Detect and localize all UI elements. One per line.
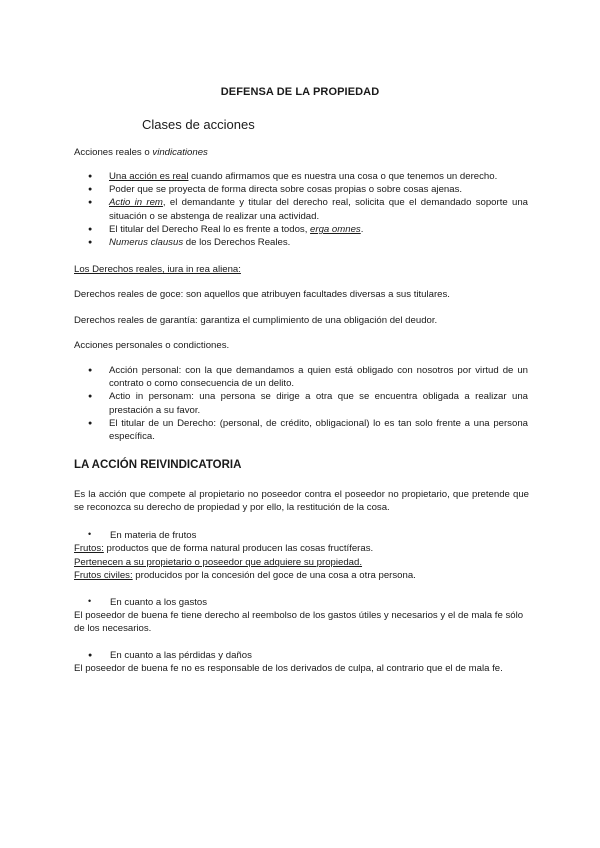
iura-heading: Los Derechos reales, iura in rea aliena:	[74, 264, 241, 275]
bullet-icon: •	[88, 529, 92, 539]
gastos-heading: En cuanto a los gastos	[110, 597, 208, 608]
list-item: ● Actio in personam: una persona se dirige a otra que se encuentra obligada a realizar una prestación a su favor.	[88, 390, 528, 416]
perdidas-heading: En cuanto a las pérdidas y daños	[110, 650, 252, 661]
reales-list	[88, 170, 528, 249]
frutos-line-2: Pertenecen a su propietario o poseedor que adquiere su propiedad.	[74, 557, 363, 568]
list-item: ● Una acción es real cuando afirmamos que es nuestra una cosa o que tenemos un derecho.	[88, 170, 528, 183]
bullet-icon: •	[88, 596, 92, 606]
list-item: ● Acción personal: con la que demandamos a quien está obligado con nosotros por virtud de un contrato o como consecuencia de un delito.	[88, 364, 528, 390]
list-item: ● Actio in rem, el demandante y titular del derecho real, solicita que el demandado soporte una situación o se abstenga de realizar una actividad.	[88, 196, 528, 222]
frutos-heading: En materia de frutos	[110, 530, 197, 541]
perdidas-text: El poseedor de buena fe no es responsable de los derivados de culpa, al contrario que el de mala fe.	[74, 663, 503, 674]
frutos-line-3: Frutos civiles: producidos por la concesión del goce de una cosa a otra persona.	[74, 570, 416, 581]
section-subtitle: Clases de acciones	[142, 117, 255, 132]
page-title: DEFENSA DE LA PROPIEDAD	[220, 86, 380, 98]
list-item: ● Numerus clausus de los Derechos Reales.	[88, 236, 528, 249]
personales-heading: Acciones personales o condictiones.	[74, 340, 230, 351]
personales-list	[88, 364, 528, 443]
reivindicatoria-text: Es la acción que compete al propietario no poseedor contra el poseedor no propietario, que pretende que se reconozca su derecho de propiedad y por ello, la restitución de la cosa.	[74, 489, 529, 514]
list-item: ● El titular de un Derecho: (personal, de crédito, obligacional) lo es tan solo frente a una persona específica.	[88, 417, 528, 443]
bullet-icon: ●	[88, 652, 93, 659]
list-item: ● El titular del Derecho Real lo es frente a todos, erga omnes.	[88, 223, 528, 236]
reales-heading: Acciones reales o vindicationes	[74, 147, 208, 158]
reivindicatoria-heading: LA ACCIÓN REIVINDICATORIA	[74, 459, 242, 471]
goce-text: Derechos reales de goce: son aquellos que atribuyen facultades diversas a sus titulares.	[74, 289, 450, 300]
frutos-line-1: Frutos: productos que de forma natural producen las cosas fructíferas.	[74, 543, 374, 554]
garantia-text: Derechos reales de garantía: garantiza el cumplimiento de una obligación del deudor.	[74, 315, 438, 326]
gastos-text: El poseedor de buena fe tiene derecho al reembolso de los gastos útiles y necesarios y el de mala fe sólo de los necesarios.	[74, 610, 524, 635]
list-item: ● Poder que se proyecta de forma directa sobre cosas propias o sobre cosas ajenas.	[88, 183, 528, 196]
